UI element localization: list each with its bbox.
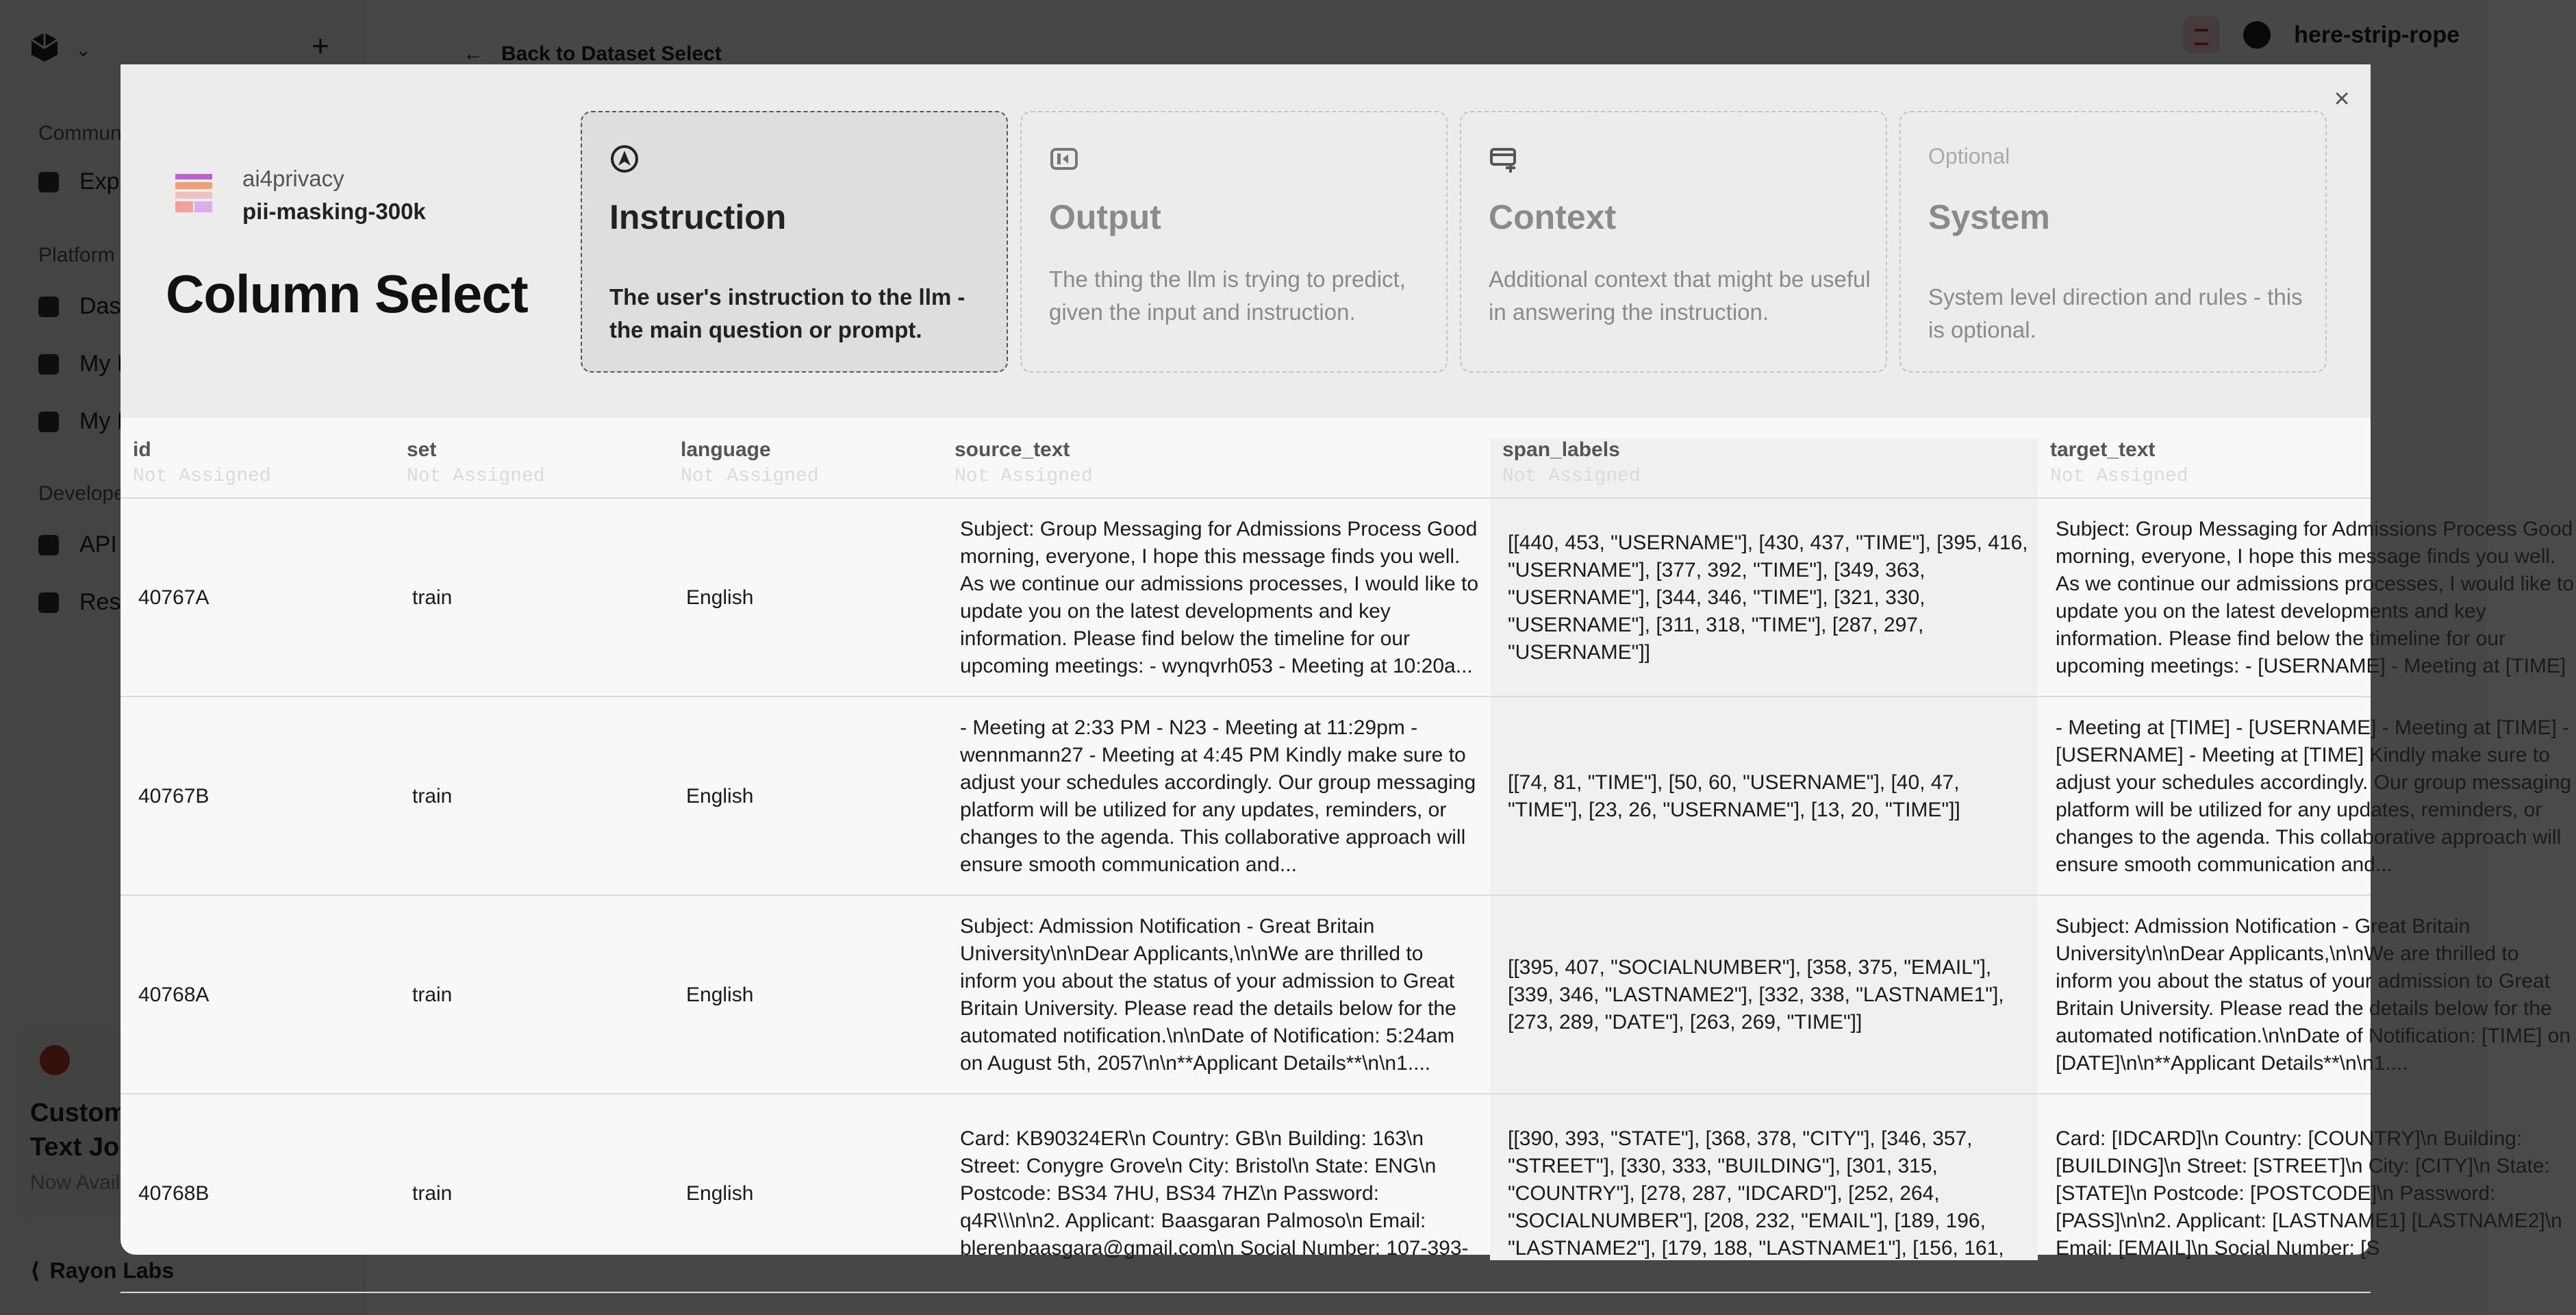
card-title: Context (1489, 198, 1617, 236)
column-name: span_labels (1502, 438, 1620, 461)
cell-target-text: Subject: Admission Notification - Great Britain University\n\nDear Applicants,\n\nWe are thrilled to inform you about the status of your admission to Great Britain University. Please read the details below for the automated notification.\n\nDate of Notification: [TIME] on [DATE]\n\n**Applicant Details**\n\n1.... (2056, 915, 2571, 1075)
column-assignment-status: Not Assigned (2050, 466, 2188, 487)
card-description: The thing the llm is trying to predict, given the input and instruction. (1049, 266, 1406, 325)
dataset-icon (175, 174, 212, 212)
cell-span-labels: [[74, 81, "TIME"], [50, 60, "USERNAME"], [40, 47, "TIME"], [23, 26, "USERNAME"], [13, 20, "TIME"]] (1508, 771, 1960, 821)
cell-target-text: - Meeting at [TIME] - [USERNAME] - Meeting at [TIME] - [USERNAME] - Meeting at [TIME] Kindly make sure to adjust your schedules accordingly. Our group messaging platform will be utilized for any updates, reminders, or changes to the agenda. This collaborative approach will ensure smooth communication and... (2056, 716, 2572, 876)
modal-header (121, 64, 2371, 418)
cell-source-text: Card: KB90324ER\n Country: GB\n Building: 163\n Street: Conygre Grove\n City: Bristol\n State: ENG\n Postcode: BS34 7HU, BS34 7HZ\n Password: q4R\\\n\n2. Applicant: Baasgaran Palmoso\n Email: blerenbaasgara@gmail.com\n Social Number: 107-393- (960, 1127, 1469, 1260)
cell-language: English (686, 984, 754, 1006)
cell-id: 40768B (138, 1182, 210, 1205)
card-output[interactable] (1020, 111, 1448, 373)
cell-span-labels: [[440, 453, "USERNAME"], [430, 437, "TIME"], [395, 416, "USERNAME"], [377, 392, "TIME"], [349, 363, "USERNAME"], [344, 346, "TIME"], [321, 330, "USERNAME"], [311, 318, "TIME"], [287, 297, "USERNAME"]] (1508, 531, 2028, 664)
cell-language: English (686, 785, 754, 807)
column-assignment-status: Not Assigned (1502, 466, 1641, 487)
cell-set: train (412, 586, 453, 609)
column-assignment-status: Not Assigned (407, 466, 545, 487)
compass-icon (609, 144, 640, 174)
column-header-id[interactable] (133, 438, 271, 487)
column-assignment-status: Not Assigned (133, 466, 271, 487)
output-icon (1049, 144, 1079, 174)
column-name: language (681, 438, 771, 461)
dataset-org: ai4privacy (242, 166, 344, 191)
cell-language: English (686, 1182, 754, 1205)
table-header (121, 418, 2371, 499)
card-context[interactable] (1460, 111, 1887, 373)
table-row (121, 896, 2571, 1094)
cell-language: English (686, 586, 754, 609)
table-row (121, 499, 2575, 697)
card-instruction[interactable] (581, 111, 1008, 373)
cell-span-labels: [[395, 407, "SOCIALNUMBER"], [358, 375, "EMAIL"], [339, 346, "LASTNAME2"], [332, 338, "LASTNAME1"], [273, 289, "DATE"], [263, 269, "TIME"]] (1508, 956, 2004, 1034)
column-header-target-text[interactable] (2050, 438, 2188, 487)
close-icon[interactable]: × (2334, 84, 2350, 114)
card-system[interactable] (1899, 111, 2327, 373)
cell-id: 40767B (138, 785, 210, 807)
cell-source-text: Subject: Admission Notification - Great Britain University\n\nDear Applicants,\n\nWe are thrilled to inform you about the status of your admission to Great Britain University. Please read the details below for the automated notification.\n\nDate of Notification: 5:24am on August 5th, 2057\n\n**Applicant Details**\n\n1.... (960, 915, 1456, 1075)
cell-target-text: Subject: Group Messaging for Admissions Process Good morning, everyone, I hope this message finds you well. As we continue our admissions processes, I would like to update you on the latest developments and key information. Please find below the timeline for our upcoming meetings: - [USERNAME] - Meeting at [TIME] (2056, 518, 2575, 677)
column-header-span-labels[interactable] (1502, 438, 1641, 487)
card-title: System (1928, 198, 2050, 236)
column-header-language[interactable] (681, 438, 819, 487)
cell-id: 40767A (138, 586, 210, 609)
column-name: target_text (2050, 438, 2156, 461)
add-context-icon (1489, 144, 1519, 174)
cell-source-text: - Meeting at 2:33 PM - N23 - Meeting at 11:29pm - wennmann27 - Meeting at 4:45 PM Kindly make sure to adjust your schedules accordingly. Our group messaging platform will be utilized for any updates, reminders, or changes to the agenda. This collaborative approach will ensure smooth communication and... (960, 716, 1476, 876)
table-row (121, 1094, 2562, 1293)
column-assignment-status: Not Assigned (681, 466, 819, 487)
card-description: The user's instruction to the llm - the main question or prompt. (609, 284, 965, 342)
column-assignment-status: Not Assigned (955, 466, 1093, 487)
column-header-source-text[interactable] (955, 438, 1093, 487)
card-description: System level direction and rules - this is optional. (1928, 284, 2303, 342)
data-table (121, 418, 2575, 1260)
column-header-set[interactable] (407, 438, 545, 487)
dataset-name: pii-masking-300k (242, 199, 426, 224)
cell-set: train (412, 984, 453, 1006)
column-name: source_text (955, 438, 1070, 461)
column-name: id (133, 438, 151, 461)
cell-id: 40768A (138, 984, 210, 1006)
column-name: set (407, 438, 437, 461)
card-description: Additional context that might be useful in answering the instruction. (1489, 266, 1871, 325)
page-title: Column Select (166, 264, 528, 324)
optional-label: Optional (1928, 144, 2010, 168)
cell-span-labels: [[390, 393, "STATE"], [368, 378, "CITY"], [346, 357, "STREET"], [330, 333, "BUILDING"], [301, 315, "COUNTRY"], [278, 287, "IDCARD"], [252, 264, "SOCIALNUMBER"], [208, 232, "EMAIL"], [189, 196, "LASTNAME2"], [179, 188, "LASTNAME1"], [156, 161, (1508, 1127, 2004, 1260)
card-title: Output (1049, 198, 1161, 236)
cell-source-text: Subject: Group Messaging for Admissions Process Good morning, everyone, I hope this message finds you well. As we continue our admissions processes, I would like to update you on the latest developments and key information. Please find below the timeline for our upcoming meetings: - wynqvrh053 - Meeting at 10:20a... (960, 518, 1479, 677)
card-title: Instruction (609, 198, 787, 236)
cell-target-text: Card: [IDCARD]\n Country: [COUNTRY]\n Building: [BUILDING]\n Street: [STREET]\n City: [CITY]\n State: [STATE]\n Postcode: [POSTCODE]\n Password: [PASS]\n\n2. Applicant: [LASTNAME1] [LASTNAME2]\n Email: [EMAIL]\n Social Number: [S (2056, 1127, 2562, 1260)
cell-set: train (412, 785, 453, 807)
column-select-modal (121, 64, 2575, 1260)
cell-set: train (412, 1182, 453, 1205)
table-row (121, 697, 2572, 896)
